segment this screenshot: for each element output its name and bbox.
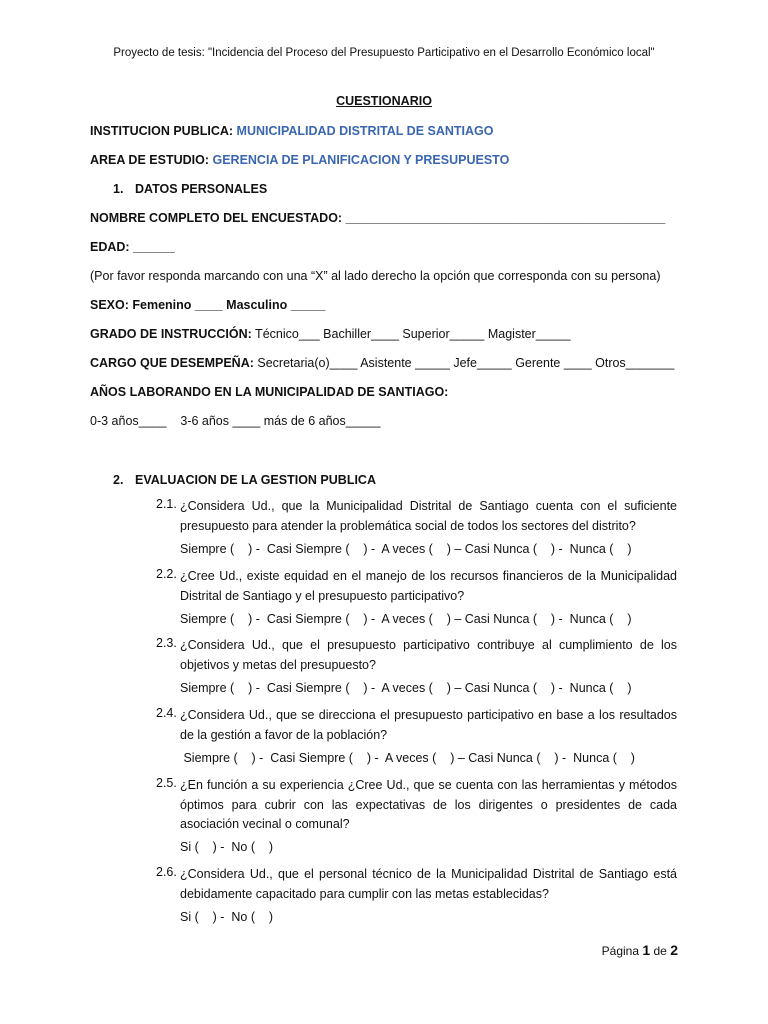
answer-options-2-3[interactable]: Siempre ( ) - Casi Siempre ( ) - A veces ( ) – Casi Nunca ( ) - Nunca ( ) [180, 681, 632, 695]
question-number: 2.3. [156, 636, 177, 650]
current-page: 1 [642, 942, 651, 958]
question-2-2 [156, 567, 677, 606]
answer-options-2-6[interactable]: Si ( ) - No ( ) [180, 910, 274, 924]
question-number: 2.1. [156, 497, 177, 511]
section-2-title: EVALUACION DE LA GESTION PUBLICA [135, 473, 376, 487]
institucion-label: INSTITUCION PUBLICA: [90, 124, 234, 138]
question-text: ¿Cree Ud., existe equidad en el manejo de los recursos financieros de la Municipalidad Distrital de Santiago y el presupuesto participativo? [180, 569, 677, 603]
area-value: GERENCIA DE PLANIFICACION Y PRESUPUESTO [212, 153, 510, 167]
cargo-options[interactable]: Secretaria(o)____ Asistente _____ Jefe_____ Gerente ____ Otros_______ [253, 356, 675, 370]
section-1-number: 1. [113, 182, 124, 196]
anios-options[interactable]: 0-3 años____ 3-6 años ____ más de 6 años_____ [90, 414, 381, 428]
section-1-title: DATOS PERSONALES [135, 182, 268, 196]
page-title: CUESTIONARIO [336, 94, 432, 108]
page-word: Página [601, 944, 640, 958]
question-number: 2.4. [156, 706, 177, 720]
question-text: ¿Considera Ud., que se direcciona el presupuesto participativo en base a los resultados de la gestión a favor de la población? [180, 708, 677, 742]
area-label: AREA DE ESTUDIO: [90, 153, 209, 167]
question-text: ¿Considera Ud., que el personal técnico de la Municipalidad Distrital de Santiago está debidamente capacitado para cumplir con las metas establecidas? [180, 867, 677, 901]
of-word: de [653, 944, 667, 958]
sexo-field[interactable]: SEXO: Femenino ____ Masculino _____ [90, 298, 326, 312]
answer-options-2-2[interactable]: Siempre ( ) - Casi Siempre ( ) - A veces ( ) – Casi Nunca ( ) - Nunca ( ) [180, 612, 632, 626]
answer-options-2-5[interactable]: Si ( ) - No ( ) [180, 840, 274, 854]
question-number: 2.5. [156, 776, 177, 790]
institucion-line [90, 124, 494, 138]
answer-options-2-4[interactable]: Siempre ( ) - Casi Siempre ( ) - A veces ( ) – Casi Nunca ( ) - Nunca ( ) [180, 751, 635, 765]
question-text: ¿Considera Ud., que el presupuesto participativo contribuye al cumplimiento de los objetivos y metas del presupuesto? [180, 638, 677, 672]
section-2-number: 2. [113, 473, 124, 487]
question-2-6 [156, 865, 677, 904]
anios-label: AÑOS LABORANDO EN LA MUNICIPALIDAD DE SANTIAGO: [90, 385, 449, 399]
grado-label: GRADO DE INSTRUCCIÓN: [90, 327, 252, 341]
section-2-heading [113, 473, 376, 487]
question-number: 2.2. [156, 567, 177, 581]
document-header: Proyecto de tesis: "Incidencia del Proceso del Presupuesto Participativo en el Desarrollo Económico local" [113, 47, 655, 59]
answer-options-2-1[interactable]: Siempre ( ) - Casi Siempre ( ) - A veces ( ) – Casi Nunca ( ) - Nunca ( ) [180, 542, 632, 556]
question-2-3 [156, 636, 677, 675]
page-number [602, 942, 678, 958]
question-text: ¿Considera Ud., que la Municipalidad Distrital de Santiago cuenta con el suficiente presupuesto para atender la problemática social de todos los sectores del distrito? [180, 499, 677, 533]
question-number: 2.6. [156, 865, 177, 879]
grado-options[interactable]: Técnico___ Bachiller____ Superior_____ Magister_____ [251, 327, 571, 341]
question-2-5 [156, 776, 677, 835]
edad-field[interactable]: EDAD: ______ [90, 240, 175, 254]
cargo-field[interactable] [90, 356, 674, 370]
grado-field[interactable] [90, 327, 571, 341]
instruction-text: (Por favor responda marcando con una “X” al lado derecho la opción que corresponda con su persona) [90, 269, 661, 283]
total-pages: 2 [670, 942, 678, 958]
question-2-4 [156, 706, 677, 745]
area-line [90, 153, 509, 167]
section-1-heading [113, 182, 267, 196]
question-2-1 [156, 497, 677, 536]
question-text: ¿En función a su experiencia ¿Cree Ud., que se cuenta con las herramientas y métodos óptimos para cubrir con las expectativas de los dirigentes o presidentes de cada asociación vecinal o comunal? [180, 778, 677, 831]
institucion-value: MUNICIPALIDAD DISTRITAL DE SANTIAGO [236, 124, 494, 138]
cargo-label: CARGO QUE DESEMPEÑA: [90, 356, 254, 370]
nombre-field[interactable]: NOMBRE COMPLETO DEL ENCUESTADO: ______________________________________________ [90, 211, 666, 225]
